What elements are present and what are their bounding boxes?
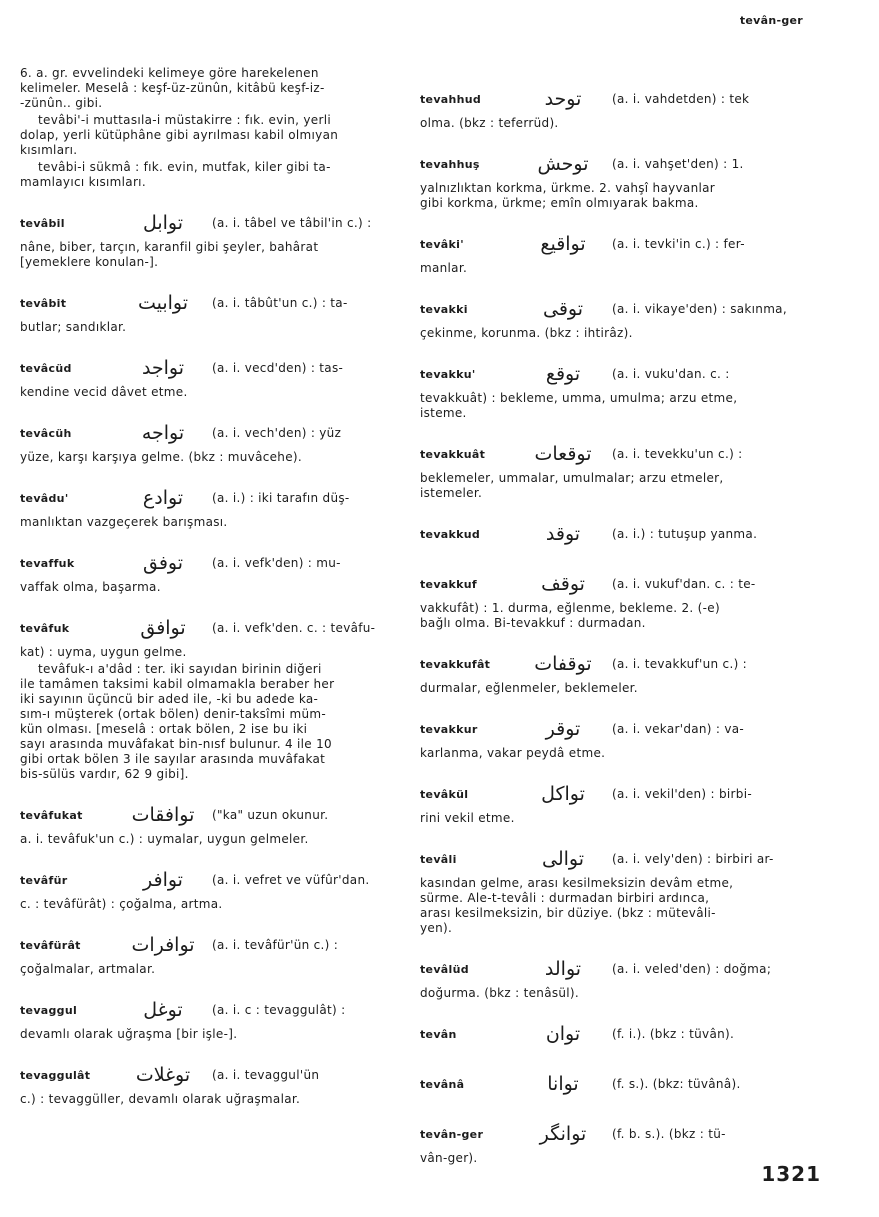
dictionary-entry [420, 227, 800, 276]
arabic-script: تواجد [141, 357, 185, 379]
dictionary-entry [420, 147, 800, 211]
etymology: (a. i. vecd'den) : tas- [212, 361, 344, 375]
definition-line: kısımları. [20, 143, 78, 157]
entry-head [420, 952, 800, 986]
left-column [20, 66, 398, 1109]
dictionary-entry [20, 1058, 398, 1107]
definition-line: mamlayıcı kısımları. [20, 175, 146, 189]
entry-head [420, 1067, 800, 1101]
etymology: (a. i. vahşet'den) : 1. [612, 157, 744, 171]
entry-head [20, 1058, 398, 1092]
definition-line: olma. (bkz : teferrüd). [420, 116, 559, 130]
definition-line: yalnızlıktan korkma, ürkme. 2. vahşî hayvanlar [420, 181, 715, 195]
dictionary-entry [420, 292, 800, 341]
headword: tevânâ [420, 1077, 465, 1091]
dictionary-entry [420, 517, 800, 551]
headword: tevaggulât [20, 1068, 91, 1082]
entry-head [420, 712, 800, 746]
arabic-script: توابيت [137, 292, 189, 314]
definition-line: kün olması. [meselâ : ortak bölen, 2 ise bu iki [20, 722, 308, 736]
headword: tevahhud [420, 92, 482, 106]
dictionary-entry [20, 113, 398, 158]
definition-line: nâne, biber, tarçın, karanfil gibi şeyler, bahârat [20, 240, 319, 254]
entry-head [20, 546, 398, 580]
definition-line: sürme. Ale-t-tevâli : durmadan birbiri ardınca, [420, 891, 710, 905]
arabic-script: توغلات [135, 1064, 191, 1086]
headword: tevâfürât [20, 938, 81, 952]
entry-head [20, 351, 398, 385]
arabic-script: توافقات [131, 804, 195, 826]
arabic-script: تواجه [141, 422, 185, 444]
arabic-script: توادع [142, 487, 184, 509]
etymology: (a. i. tâbel ve tâbil'in c.) : [212, 216, 372, 230]
running-head: tevân-ger [739, 14, 803, 27]
dictionary-entry [20, 160, 398, 190]
dictionary-entry [20, 351, 398, 400]
headword: tevân [420, 1027, 457, 1041]
definition-line: kasından gelme, arası kesilmeksizin devâm etme, [420, 876, 734, 890]
definition-line: c. : tevâfürât) : çoğalma, artma. [20, 897, 223, 911]
headword: tevaggul [20, 1003, 78, 1017]
definition-line: karlanma, vakar peydâ etme. [420, 746, 606, 760]
arabic-script: توالد [544, 958, 582, 980]
headword: tevâli [420, 852, 457, 866]
entry-head [420, 82, 800, 116]
headword: tevakkur [420, 722, 478, 736]
arabic-script: توحش [537, 153, 589, 175]
definition-line: a. i. tevâfuk'un c.) : uymalar, uygun gelmeler. [20, 832, 309, 846]
etymology: (a. i. vefret ve vüfûr'dan. [212, 873, 370, 887]
etymology: (f. s.). (bkz: tüvânâ). [612, 1077, 741, 1091]
etymology: (a. i. vefk'den) : mu- [212, 556, 341, 570]
dictionary-entry [20, 286, 398, 335]
definition-line: vaffak olma, başarma. [20, 580, 161, 594]
entry-head [20, 993, 398, 1027]
headword: tevâfür [20, 873, 68, 887]
entry-head [20, 206, 398, 240]
right-column [420, 66, 800, 1168]
etymology: (a. i. vahdetden) : tek [612, 92, 750, 106]
arabic-script: توقى [542, 298, 584, 320]
definition-line: gibi ortak bölen 3 ile sayılar arasında muvâfakat [20, 752, 326, 766]
dictionary-entry [420, 952, 800, 1001]
entry-head [20, 928, 398, 962]
entry-head [20, 863, 398, 897]
headword: tevakkuât [420, 447, 486, 461]
headword: tevâbil [20, 216, 65, 230]
entry-head [420, 147, 800, 181]
definition-line: vân-ger). [420, 1151, 478, 1165]
definition-line: dolap, yerli kütüphâne gibi ayrılması kabil olmıyan [20, 128, 339, 142]
definition-line: c.) : tevaggüller, devamlı olarak uğraşmalar. [20, 1092, 301, 1106]
headword: tevakku' [420, 367, 476, 381]
etymology: (a. i. c : tevaggulât) : [212, 1003, 346, 1017]
entry-head [20, 416, 398, 450]
etymology: (a. i. tevekku'un c.) : [612, 447, 743, 461]
headword: tevân-ger [420, 1127, 484, 1141]
headword: tevâki' [420, 237, 464, 251]
dictionary-entry [20, 611, 398, 660]
dictionary-entry [420, 357, 800, 421]
headword: tevâlüd [420, 962, 469, 976]
definition-line: vakkufât) : 1. durma, eğlenme, bekleme. 2. (-e) [420, 601, 720, 615]
etymology: (a. i. tevki'in c.) : fer- [612, 237, 745, 251]
definition-line: -zünûn.. gibi. [20, 96, 103, 110]
etymology: (a. i. tâbût'un c.) : ta- [212, 296, 348, 310]
dictionary-entry [20, 66, 398, 111]
entry-head [420, 777, 800, 811]
definition-line: kelimeler. Meselâ : keşf-üz-zünûn, kitâbü keşf-iz- [20, 81, 325, 95]
entry-head [20, 481, 398, 515]
etymology: (a. i. vekar'dan) : va- [612, 722, 745, 736]
headword: tevakkud [420, 527, 481, 541]
definition-line: bis-sülüs vardır, 62 9 gibi]. [20, 767, 189, 781]
entry-head [420, 567, 800, 601]
dictionary-entry [420, 647, 800, 696]
dictionary-entry [20, 662, 398, 782]
etymology: (a. i. vuku'dan. c. : [612, 367, 730, 381]
etymology: (f. b. s.). (bkz : tü- [612, 1127, 726, 1141]
entry-head [420, 1017, 800, 1051]
arabic-script: توقف [541, 573, 585, 595]
etymology: (a. i. vech'den) : yüz [212, 426, 342, 440]
dictionary-entry [20, 863, 398, 912]
entry-head [20, 798, 398, 832]
headword: tevâfukat [20, 808, 83, 822]
etymology: (a. i.) : tutuşup yanma. [612, 527, 758, 541]
definition-line: devamlı olarak uğraşma [bir işle-]. [20, 1027, 238, 1041]
arabic-script: توحد [544, 88, 582, 110]
dictionary-entry [420, 82, 800, 131]
definition-line: kendine vecid dâvet etme. [20, 385, 188, 399]
dictionary-entry [20, 546, 398, 595]
etymology: (a. i.) : iki tarafın düş- [212, 491, 350, 505]
entry-head [420, 227, 800, 261]
dictionary-entry [420, 777, 800, 826]
arabic-script: توفق [142, 552, 184, 574]
definition-line: butlar; sandıklar. [20, 320, 127, 334]
arabic-script: توقع [545, 363, 581, 385]
dictionary-entry [20, 928, 398, 977]
headword: tevahhuş [420, 157, 480, 171]
definition-line: sayı arasında muvâfakat bin-nısf bulunur. 4 ile 10 [20, 737, 332, 751]
definition-line: sım-ı müşterek (ortak bölen) denir-taksîmi müm- [20, 707, 327, 721]
definition-line: çekinme, korunma. (bkz : ihtirâz). [420, 326, 633, 340]
arabic-script: توقفات [534, 653, 592, 675]
definition-line: tevâfuk-ı a'dâd : ter. iki sayıdan birinin diğeri [38, 662, 322, 676]
headword: tevâbit [20, 296, 67, 310]
definition-line: ile tamâmen taksimi kabil olmamakla beraber her [20, 677, 335, 691]
dictionary-entry [20, 993, 398, 1042]
entry-head [420, 1117, 800, 1151]
arabic-script: تواكل [541, 783, 585, 805]
etymology: (a. i. veled'den) : doğma; [612, 962, 772, 976]
headword: tevakkufât [420, 657, 491, 671]
dictionary-entry [420, 1067, 800, 1101]
definition-line: bağlı olma. Bi-tevakkuf : durmadan. [420, 616, 646, 630]
arabic-script: توالى [541, 848, 584, 870]
definition-line: [yemeklere konulan-]. [20, 255, 159, 269]
entry-head [20, 286, 398, 320]
etymology: (a. i. vekil'den) : birbi- [612, 787, 752, 801]
etymology: ("ka" uzun okunur. [212, 808, 329, 822]
dictionary-entry [420, 1017, 800, 1051]
definition-line: beklemeler, ummalar, umulmalar; arzu etmeler, [420, 471, 724, 485]
arabic-script: توافر [143, 869, 183, 891]
definition-line: çoğalmalar, artmalar. [20, 962, 156, 976]
definition-line: arası kesilmeksizin, bir düziye. (bkz : mütevâli- [420, 906, 716, 920]
etymology: (a. i. vely'den) : birbiri ar- [612, 852, 774, 866]
etymology: (f. i.). (bkz : tüvân). [612, 1027, 735, 1041]
arabic-script: توقر [545, 718, 581, 740]
dictionary-entry [420, 567, 800, 631]
etymology: (a. i. vikaye'den) : sakınma, [612, 302, 787, 316]
headword: tevakkuf [420, 577, 477, 591]
headword: tevakki [420, 302, 468, 316]
dictionary-entry [420, 842, 800, 936]
definition-line: manlıktan vazgeçerek barışması. [20, 515, 228, 529]
etymology: (a. i. tevâfür'ün c.) : [212, 938, 339, 952]
definition-line: rini vekil etme. [420, 811, 515, 825]
etymology: (a. i. tevaggul'ün [212, 1068, 320, 1082]
definition-line: isteme. [420, 406, 467, 420]
arabic-script: توقعات [534, 443, 592, 465]
entry-head [420, 292, 800, 326]
headword: tevâkül [420, 787, 469, 801]
etymology: (a. i. vefk'den. c. : tevâfu- [212, 621, 376, 635]
page-number: 1321 [761, 1162, 821, 1186]
headword: tevâfuk [20, 621, 70, 635]
dictionary-entry [420, 437, 800, 501]
headword: tevâcüh [20, 426, 72, 440]
dictionary-entry [20, 798, 398, 847]
dictionary-entry [420, 712, 800, 761]
definition-line: doğurma. (bkz : tenâsül). [420, 986, 580, 1000]
entry-head [420, 842, 800, 876]
definition-line: durmalar, eğlenmeler, beklemeler. [420, 681, 638, 695]
definition-line: tevâbi-i sükmâ : fık. evin, mutfak, kiler gibi ta- [38, 160, 331, 174]
headword: tevâcüd [20, 361, 72, 375]
headword: tevaffuk [20, 556, 75, 570]
definition-line: kat) : uyma, uygun gelme. [20, 645, 187, 659]
definition-line: tevâbi'-i muttasıla-i müstakirre : fık. evin, yerli [38, 113, 331, 127]
arabic-script: توانا [547, 1073, 579, 1095]
arabic-script: توابل [142, 212, 184, 234]
definition-line: 6. a. gr. evvelindeki kelimeye göre harekelenen [20, 66, 319, 80]
definition-line: yüze, karşı karşıya gelme. (bkz : muvâcehe). [20, 450, 302, 464]
arabic-script: توغل [143, 999, 183, 1021]
arabic-script: تواقيع [540, 233, 586, 255]
arabic-script: توافرات [131, 934, 195, 956]
definition-line: yen). [420, 921, 453, 935]
dictionary-entry [20, 416, 398, 465]
definition-line: istemeler. [420, 486, 483, 500]
entry-head [420, 647, 800, 681]
entry-head [420, 357, 800, 391]
definition-line: gibi korkma, ürkme; emîn olmıyarak bakma. [420, 196, 699, 210]
entry-head [420, 517, 800, 551]
definition-line: iki sayının üçüncü bir aded ile, -ki bu adede ka- [20, 692, 319, 706]
etymology: (a. i. tevakkuf'un c.) : [612, 657, 748, 671]
dictionary-entry [20, 206, 398, 270]
definition-line: manlar. [420, 261, 468, 275]
entry-head [420, 437, 800, 471]
definition-line: tevakkuât) : bekleme, umma, umulma; arzu etme, [420, 391, 738, 405]
arabic-script: توقد [545, 523, 581, 545]
dictionary-entry [20, 481, 398, 530]
arabic-script: توان [545, 1023, 581, 1045]
etymology: (a. i. vukuf'dan. c. : te- [612, 577, 756, 591]
dictionary-entry [420, 1117, 800, 1166]
headword: tevâdu' [20, 491, 69, 505]
arabic-script: توانگر [539, 1123, 587, 1145]
entry-head [20, 611, 398, 645]
arabic-script: توافق [140, 617, 186, 639]
